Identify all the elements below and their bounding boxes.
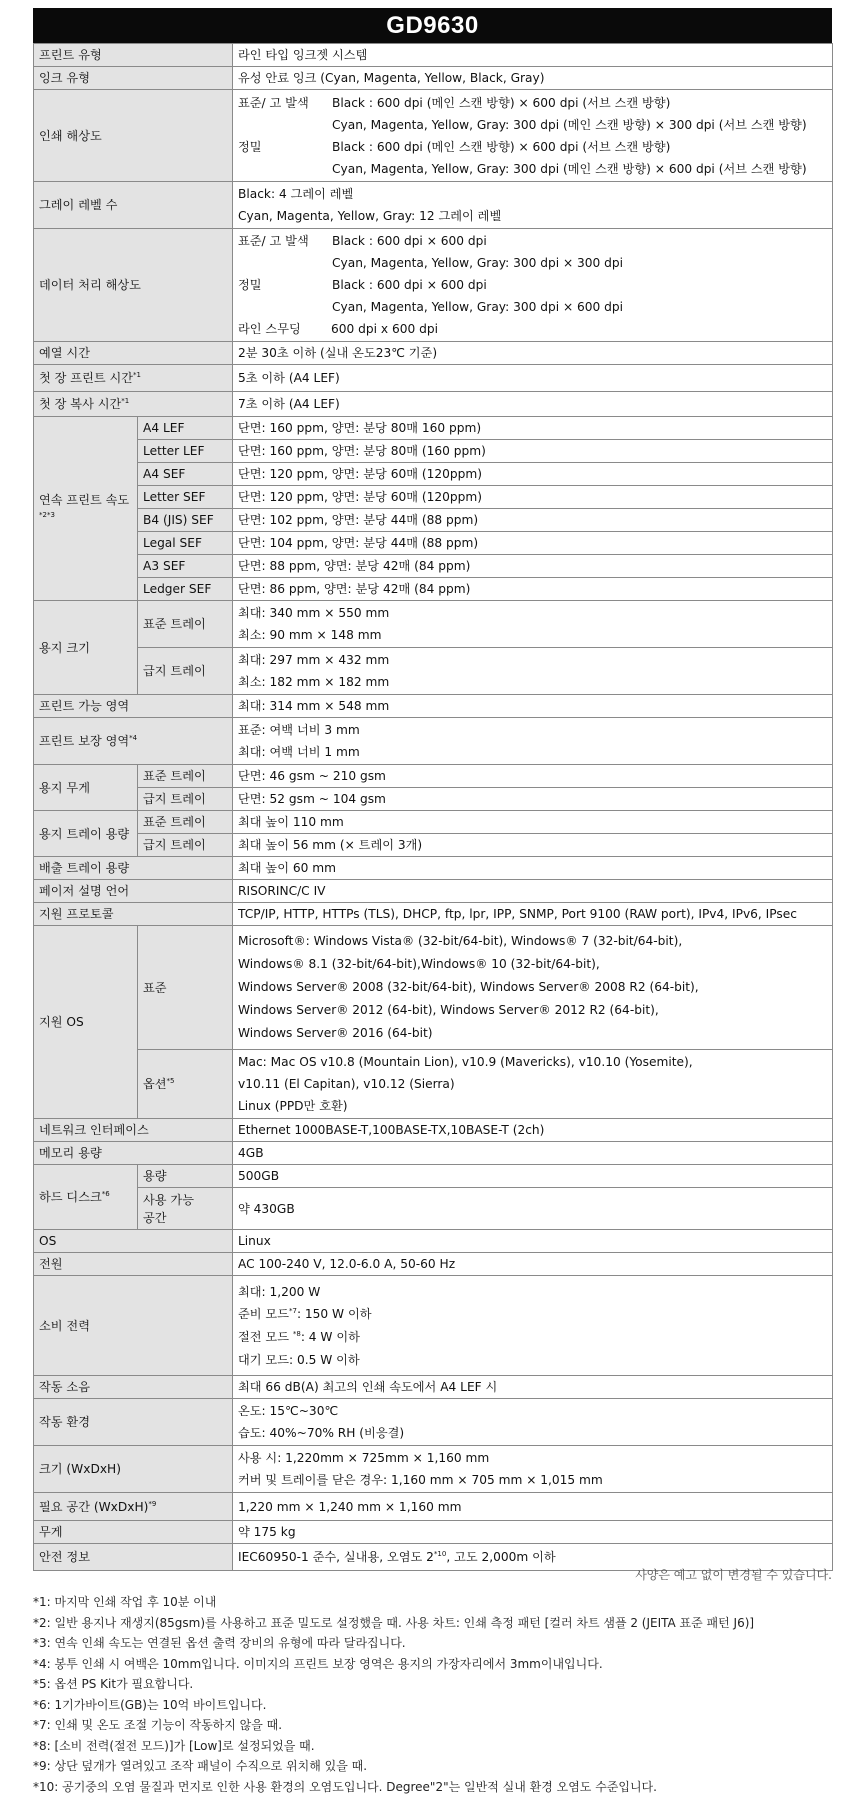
- row-value: 최대 높이 56 mm (× 트레이 3개): [233, 834, 833, 857]
- value-line: 최대: 340 mm × 550 mm: [238, 606, 390, 620]
- table-row: [34, 440, 833, 463]
- sub-label: 표준 트레이: [138, 765, 233, 788]
- sub-label: 옵션$^{*5}$: [138, 1050, 233, 1119]
- value-line: 최소: 90 mm × 148 mm: [238, 628, 382, 642]
- row-label: 용지 트레이 용량: [34, 811, 138, 857]
- table-row: [34, 1050, 833, 1119]
- row-value: [233, 1399, 833, 1446]
- table-row: [34, 342, 833, 365]
- value-line: Mac: Mac OS v10.8 (Mountain Lion), v10.9 (Mavericks), v10.10 (Yosemite),: [238, 1055, 693, 1069]
- row-value: 단면: 160 ppm, 양면: 분당 80매 160 ppm): [233, 417, 833, 440]
- footnote: *3: 연속 인쇄 속도는 연결된 옵션 출력 장비의 유형에 따라 달라집니다.: [33, 1636, 406, 1650]
- table-row: [34, 903, 833, 926]
- row-value: 단면: 86 ppm, 양면: 분당 42매 (84 ppm): [233, 578, 833, 601]
- value-line: 최대: 여백 너비 1 mm: [238, 745, 360, 759]
- row-value: 500GB: [233, 1165, 833, 1188]
- value-line: Windows Server® 2012 (64-bit), Windows Server® 2012 R2 (64-bit),: [238, 1003, 659, 1017]
- row-value: Ethernet 1000BASE-T,100BASE-TX,10BASE-T (2ch): [233, 1119, 833, 1142]
- spec-change-notice: 사양은 예고 없이 변경될 수 있습니다.: [635, 1568, 832, 1582]
- table-row: [34, 392, 833, 417]
- value-line: Windows® 8.1 (32-bit/64-bit),Windows® 10 (32-bit/64-bit),: [238, 957, 600, 971]
- table-row: [34, 788, 833, 811]
- row-value: 최대 높이 110 mm: [233, 811, 833, 834]
- row-value: Linux: [233, 1230, 833, 1253]
- row-label: 작동 소음: [34, 1376, 233, 1399]
- sub-label: Ledger SEF: [138, 578, 233, 601]
- table-row: [34, 1119, 833, 1142]
- sub-label: Legal SEF: [138, 532, 233, 555]
- row-value: 5초 이하 (A4 LEF): [233, 365, 833, 392]
- row-value: 2분 30초 이하 (실내 온도23℃ 기준): [233, 342, 833, 365]
- value-line: Black : 600 dpi (메인 스캔 방향) × 600 dpi (서브 스캔 방향): [332, 95, 671, 110]
- row-label: 필요 공간 (WxDxH)$^{*9}$: [34, 1493, 233, 1521]
- row-value: [233, 926, 833, 1050]
- row-value: [233, 229, 833, 342]
- value-line: Cyan, Magenta, Yellow, Gray: 300 dpi (메인 스캔 방향) × 600 dpi (서브 스캔 방향): [332, 161, 807, 176]
- table-row: [34, 417, 833, 440]
- table-row: [34, 67, 833, 90]
- row-label: 프린트 가능 영역: [34, 695, 233, 718]
- row-value: AC 100-240 V, 12.0-6.0 A, 50-60 Hz: [233, 1253, 833, 1276]
- page-title: GD9630: [33, 8, 832, 43]
- table-row: [34, 1188, 833, 1230]
- row-value: TCP/IP, HTTP, HTTPs (TLS), DHCP, ftp, lpr, IPP, SNMP, Port 9100 (RAW port), IPv4, IPv6, IPsec: [233, 903, 833, 926]
- row-label: 페이저 설명 언어: [34, 880, 233, 903]
- value-line: 습도: 40%~70% RH (비응결): [238, 1426, 405, 1440]
- row-label: 하드 디스크$^{*6}$: [34, 1165, 138, 1230]
- table-row: [34, 463, 833, 486]
- footnote: *4: 봉투 인쇄 시 여백은 10mm입니다. 이미지의 프린트 보장 영역은 용지의 가장자리에서 3mm이내입니다.: [33, 1656, 603, 1671]
- value-line: 대기 모드: 0.5 W 이하: [238, 1352, 360, 1367]
- sub-label: 표준: [138, 926, 233, 1050]
- row-value: 약 175 kg: [233, 1521, 833, 1544]
- row-label: 예열 시간: [34, 342, 233, 365]
- row-value: 최대 높이 60 mm: [233, 857, 833, 880]
- table-row: [34, 509, 833, 532]
- value-line: Windows Server® 2008 (32-bit/64-bit), Windows Server® 2008 R2 (64-bit),: [238, 980, 699, 994]
- value-line: 준비 모드$^{*7}$: 150 W 이하: [238, 1306, 372, 1321]
- row-value: 7초 이하 (A4 LEF): [233, 392, 833, 417]
- table-row: [34, 1253, 833, 1276]
- sub-label: 표준 트레이: [138, 811, 233, 834]
- footnote: *2: 일반 용지나 재생지(85gsm)를 사용하고 표준 밀도로 설정했을 때. 사용 차트: 인쇄 측정 패턴 [컬러 차트 샘플 2 (JEITA 표준 패턴 J6)]: [33, 1615, 755, 1630]
- table-row: [34, 1142, 833, 1165]
- footnotes: [33, 1592, 833, 1797]
- table-row: [34, 765, 833, 788]
- spec-table: [33, 43, 833, 1571]
- row-label: 배출 트레이 용량: [34, 857, 233, 880]
- sub-label: 급지 트레이: [138, 788, 233, 811]
- row-value: 4GB: [233, 1142, 833, 1165]
- table-row: [34, 555, 833, 578]
- sub-label: A4 SEF: [138, 463, 233, 486]
- value-line: Black: 4 그레이 레벨: [238, 187, 354, 201]
- row-value: [233, 648, 833, 695]
- row-label: 인쇄 해상도: [34, 90, 233, 182]
- row-value: 최대: 314 mm × 548 mm: [233, 695, 833, 718]
- footnote: *10: 공기중의 오염 물질과 먼지로 인한 사용 환경의 오염도입니다. Degree"2"는 일반적 실내 환경 오염도 수준입니다.: [33, 1779, 657, 1794]
- value-line: Black : 600 dpi (메인 스캔 방향) × 600 dpi (서브 스캔 방향): [332, 139, 671, 154]
- table-row: [34, 718, 833, 765]
- value-line: 600 dpi x 600 dpi: [331, 322, 438, 336]
- row-value: IEC60950-1 준수, 실내용, 오염도 2$^{*10}$, 고도 2,000m 이하: [233, 1544, 833, 1571]
- row-label: 첫 장 프린트 시간$^{*1}$: [34, 365, 233, 392]
- table-row: [34, 648, 833, 695]
- table-row: [34, 229, 833, 342]
- table-row: [34, 1493, 833, 1521]
- table-row: [34, 880, 833, 903]
- row-value: 단면: 46 gsm ~ 210 gsm: [233, 765, 833, 788]
- sub-label: 급지 트레이: [138, 648, 233, 695]
- row-value: 약 430GB: [233, 1188, 833, 1230]
- row-label: 네트워크 인터페이스: [34, 1119, 233, 1142]
- value-line: Cyan, Magenta, Yellow, Gray: 300 dpi (메인 스캔 방향) × 300 dpi (서브 스캔 방향): [332, 117, 807, 132]
- footnote: *5: 옵션 PS Kit가 필요합니다.: [33, 1677, 194, 1691]
- table-row: [34, 834, 833, 857]
- sub-label: A3 SEF: [138, 555, 233, 578]
- row-value: 단면: 102 ppm, 양면: 분당 44매 (88 ppm): [233, 509, 833, 532]
- mode-tag: 표준/ 고 발색: [238, 95, 309, 110]
- row-value: 단면: 88 ppm, 양면: 분당 42매 (84 ppm): [233, 555, 833, 578]
- table-row: [34, 532, 833, 555]
- row-value: 단면: 120 ppm, 양면: 분당 60매 (120ppm): [233, 463, 833, 486]
- value-line: 최대: 1,200 W: [238, 1284, 321, 1299]
- row-label: 프린트 유형: [34, 44, 233, 67]
- value-line: 표준: 여백 너비 3 mm: [238, 723, 360, 737]
- value-line: Windows Server® 2016 (64-bit): [238, 1026, 433, 1040]
- row-label: 전원: [34, 1253, 233, 1276]
- row-value: 단면: 104 ppm, 양면: 분당 44매 (88 ppm): [233, 532, 833, 555]
- table-row: [34, 365, 833, 392]
- value-line: 온도: 15℃~30℃: [238, 1404, 339, 1418]
- table-row: [34, 695, 833, 718]
- row-label: 지원 프로토콜: [34, 903, 233, 926]
- mode-tag: 라인 스무딩: [238, 322, 301, 336]
- sub-label: 용량: [138, 1165, 233, 1188]
- sub-label: 표준 트레이: [138, 601, 233, 648]
- row-value: [233, 90, 833, 182]
- table-row: [34, 1399, 833, 1446]
- table-row: [34, 578, 833, 601]
- value-line: Black : 600 dpi × 600 dpi: [332, 278, 487, 292]
- row-label: 연속 프린트 속도 $^{*2*3}$: [34, 417, 138, 601]
- row-label: 그레이 레벨 수: [34, 182, 233, 229]
- row-value: 유성 안료 잉크 (Cyan, Magenta, Yellow, Black, Gray): [233, 67, 833, 90]
- mode-tag: 정밀: [238, 278, 262, 292]
- footnote: *8: [소비 전력(절전 모드)]가 [Low]로 설정되었을 때.: [33, 1738, 315, 1753]
- row-label: 용지 무게: [34, 765, 138, 811]
- mode-tag: 정밀: [238, 139, 262, 154]
- row-label: 소비 전력: [34, 1276, 233, 1376]
- row-value: [233, 1446, 833, 1493]
- value-line: Black : 600 dpi × 600 dpi: [332, 234, 487, 248]
- row-label: 잉크 유형: [34, 67, 233, 90]
- row-label: 메모리 용량: [34, 1142, 233, 1165]
- value-line: Cyan, Magenta, Yellow, Gray: 300 dpi × 600 dpi: [332, 300, 624, 314]
- row-value: 단면: 120 ppm, 양면: 분당 60매 (120ppm): [233, 486, 833, 509]
- table-row: [34, 926, 833, 1050]
- row-value: 라인 타입 잉크젯 시스템: [233, 44, 833, 67]
- row-label: 크기 (WxDxH): [34, 1446, 233, 1493]
- value-line: 최소: 182 mm × 182 mm: [238, 675, 390, 689]
- row-label: 데이터 처리 해상도: [34, 229, 233, 342]
- table-row: [34, 1276, 833, 1376]
- table-row: [34, 1446, 833, 1493]
- table-row: [34, 857, 833, 880]
- sub-label: Letter SEF: [138, 486, 233, 509]
- row-value: [233, 601, 833, 648]
- table-row: [34, 1521, 833, 1544]
- value-line: v10.11 (El Capitan), v10.12 (Sierra): [238, 1077, 455, 1091]
- table-row: [34, 601, 833, 648]
- footnote: *1: 마지막 인쇄 작업 후 10분 이내: [33, 1595, 217, 1609]
- footnote: *7: 인쇄 및 온도 조절 기능이 작동하지 않을 때.: [33, 1718, 283, 1732]
- footnote: *9: 상단 덮개가 열려있고 조작 패널이 수직으로 위치해 있을 때.: [33, 1759, 368, 1773]
- value-line: 절전 모드 $^{*8}$: 4 W 이하: [238, 1329, 360, 1344]
- value-line: Cyan, Magenta, Yellow, Gray: 12 그레이 레벨: [238, 209, 502, 223]
- table-row: [34, 1376, 833, 1399]
- row-label: 작동 환경: [34, 1399, 233, 1446]
- row-value: [233, 718, 833, 765]
- table-row: [34, 1230, 833, 1253]
- row-value: 1,220 mm × 1,240 mm × 1,160 mm: [233, 1493, 833, 1521]
- table-row: [34, 90, 833, 182]
- table-row: [34, 486, 833, 509]
- table-row: [34, 44, 833, 67]
- sub-label: A4 LEF: [138, 417, 233, 440]
- footnote: *6: 1기가바이트(GB)는 10억 바이트입니다.: [33, 1697, 267, 1712]
- row-label: OS: [34, 1230, 233, 1253]
- sub-label: Letter LEF: [138, 440, 233, 463]
- row-label: 무게: [34, 1521, 233, 1544]
- mode-tag: 표준/ 고 발색: [238, 234, 309, 248]
- sub-label: B4 (JIS) SEF: [138, 509, 233, 532]
- row-value: [233, 1276, 833, 1376]
- value-line: Linux (PPD만 호환): [238, 1099, 348, 1113]
- value-line: 커버 및 트레이를 닫은 경우: 1,160 mm × 705 mm × 1,015 mm: [238, 1473, 603, 1487]
- sub-label: 급지 트레이: [138, 834, 233, 857]
- value-line: 사용 시: 1,220mm × 725mm × 1,160 mm: [238, 1451, 490, 1465]
- row-value: 단면: 160 ppm, 양면: 분당 80매 (160 ppm): [233, 440, 833, 463]
- sub-label: 사용 가능 공간: [138, 1188, 233, 1230]
- row-value: [233, 182, 833, 229]
- row-value: RISORINC/C IV: [233, 880, 833, 903]
- value-line: Microsoft®: Windows Vista® (32-bit/64-bit), Windows® 7 (32-bit/64-bit),: [238, 934, 683, 948]
- table-row: [34, 182, 833, 229]
- row-label: 지원 OS: [34, 926, 138, 1119]
- row-value: [233, 1050, 833, 1119]
- value-line: 최대: 297 mm × 432 mm: [238, 653, 390, 667]
- row-label: 프린트 보장 영역$^{*4}$: [34, 718, 233, 765]
- row-value: 최대 66 dB(A) 최고의 인쇄 속도에서 A4 LEF 시: [233, 1376, 833, 1399]
- row-value: 단면: 52 gsm ~ 104 gsm: [233, 788, 833, 811]
- row-label: 첫 장 복사 시간$^{*1}$: [34, 392, 233, 417]
- row-label: 용지 크기: [34, 601, 138, 695]
- table-row: [34, 1165, 833, 1188]
- table-row: [34, 811, 833, 834]
- value-line: Cyan, Magenta, Yellow, Gray: 300 dpi × 300 dpi: [332, 256, 624, 270]
- row-label: 안전 정보: [34, 1544, 233, 1571]
